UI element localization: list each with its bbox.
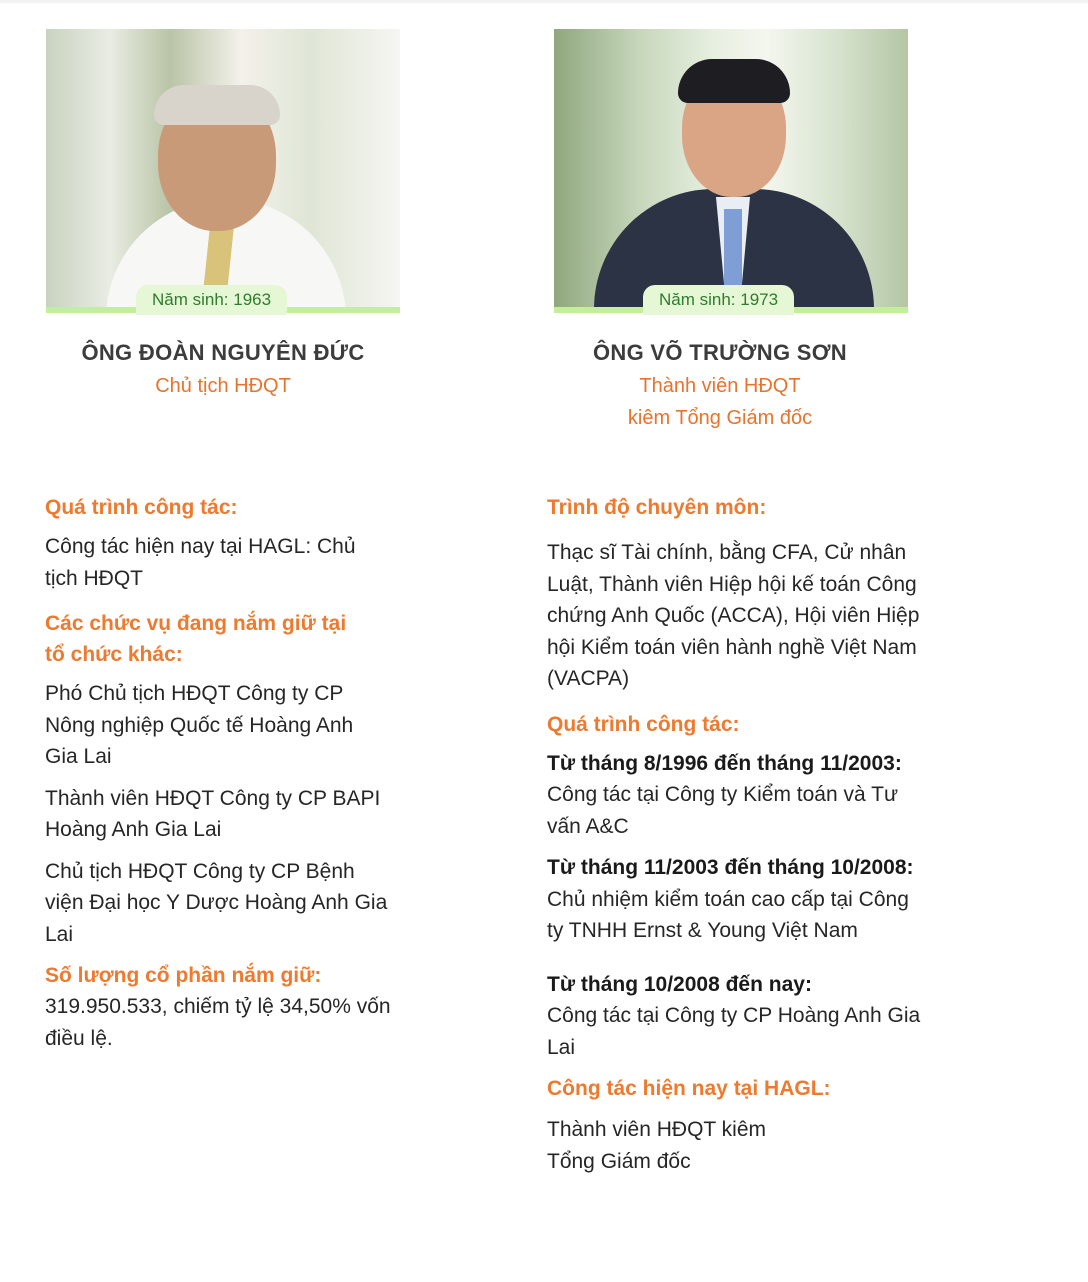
person-name-left: ÔNG ĐOÀN NGUYÊN ĐỨC bbox=[81, 340, 365, 365]
role-line: Chủ tịch HĐQT bbox=[155, 375, 291, 397]
birth-year-badge-left: Năm sinh: 1963 bbox=[136, 285, 287, 315]
section-title: Số lượng cổ phần nắm giữ: bbox=[45, 964, 322, 987]
section-paragraph: Thành viên HĐQT Công ty CP BAPI Hoàng Anh Gia Lai bbox=[45, 786, 381, 841]
period-text: Công tác tại Công ty Kiểm toán và Tư vấn A&C bbox=[547, 783, 899, 838]
section-title: Quá trình công tác: bbox=[547, 712, 740, 736]
work-history-item bbox=[547, 852, 922, 947]
person-name-right: ÔNG VÕ TRƯỜNG SƠN bbox=[592, 340, 847, 365]
person-role-left bbox=[46, 370, 400, 402]
section-paragraph: Thạc sĩ Tài chính, bằng CFA, Cử nhân Luật, Thành viên Hiệp hội kế toán Công chứng Anh Quốc (ACCA), Hội viên Hiệp hội Kiểm toán viên hành nghề Việt Nam (VACPA) bbox=[547, 541, 920, 690]
period-label: Từ tháng 8/1996 đến tháng 11/2003: bbox=[547, 751, 902, 775]
section-title: Quá trình công tác: bbox=[45, 496, 238, 519]
period-label: Từ tháng 10/2008 đến nay: bbox=[547, 972, 812, 996]
portrait-photo-left bbox=[46, 29, 400, 307]
section-paragraph: Chủ tịch HĐQT Công ty CP Bệnh viện Đại học Y Dược Hoàng Anh Gia Lai bbox=[45, 859, 388, 946]
section-title: Trình độ chuyên môn: bbox=[547, 496, 767, 519]
work-history-item bbox=[547, 969, 932, 1064]
top-divider bbox=[0, 0, 1088, 3]
bio-column-left bbox=[45, 492, 435, 1064]
period-label: Từ tháng 11/2003 đến tháng 10/2008: bbox=[547, 856, 914, 879]
section-paragraph: 319.950.533, chiếm tỷ lệ 34,50% vốn điều lệ. bbox=[45, 995, 391, 1050]
section-paragraph: Phó Chủ tịch HĐQT Công ty CP Nông nghiệp Quốc tế Hoàng Anh Gia Lai bbox=[45, 682, 354, 768]
role-line: kiêm Tổng Giám đốc bbox=[627, 407, 813, 429]
section-title: Các chức vụ đang nắm giữ tại tổ chức khác: bbox=[45, 612, 347, 666]
period-text: Công tác tại Công ty CP Hoàng Anh Gia Lai bbox=[547, 1004, 921, 1059]
person-role-right bbox=[543, 370, 897, 434]
work-history-item bbox=[547, 748, 922, 843]
section-paragraph: Thành viên HĐQT kiêm Tổng Giám đốc bbox=[547, 1118, 767, 1173]
bio-column-right bbox=[547, 492, 937, 1187]
section-title: Công tác hiện nay tại HAGL: bbox=[547, 1077, 831, 1100]
role-line: Thành viên HĐQT bbox=[639, 375, 801, 397]
section-paragraph: Công tác hiện nay tại HAGL: Chủ tịch HĐQT bbox=[45, 535, 356, 590]
period-text: Chủ nhiệm kiểm toán cao cấp tại Công ty TNHH Ernst & Young Việt Nam bbox=[547, 887, 909, 942]
portrait-photo-right bbox=[554, 29, 908, 307]
birth-year-badge-right: Năm sinh: 1973 bbox=[643, 285, 794, 315]
